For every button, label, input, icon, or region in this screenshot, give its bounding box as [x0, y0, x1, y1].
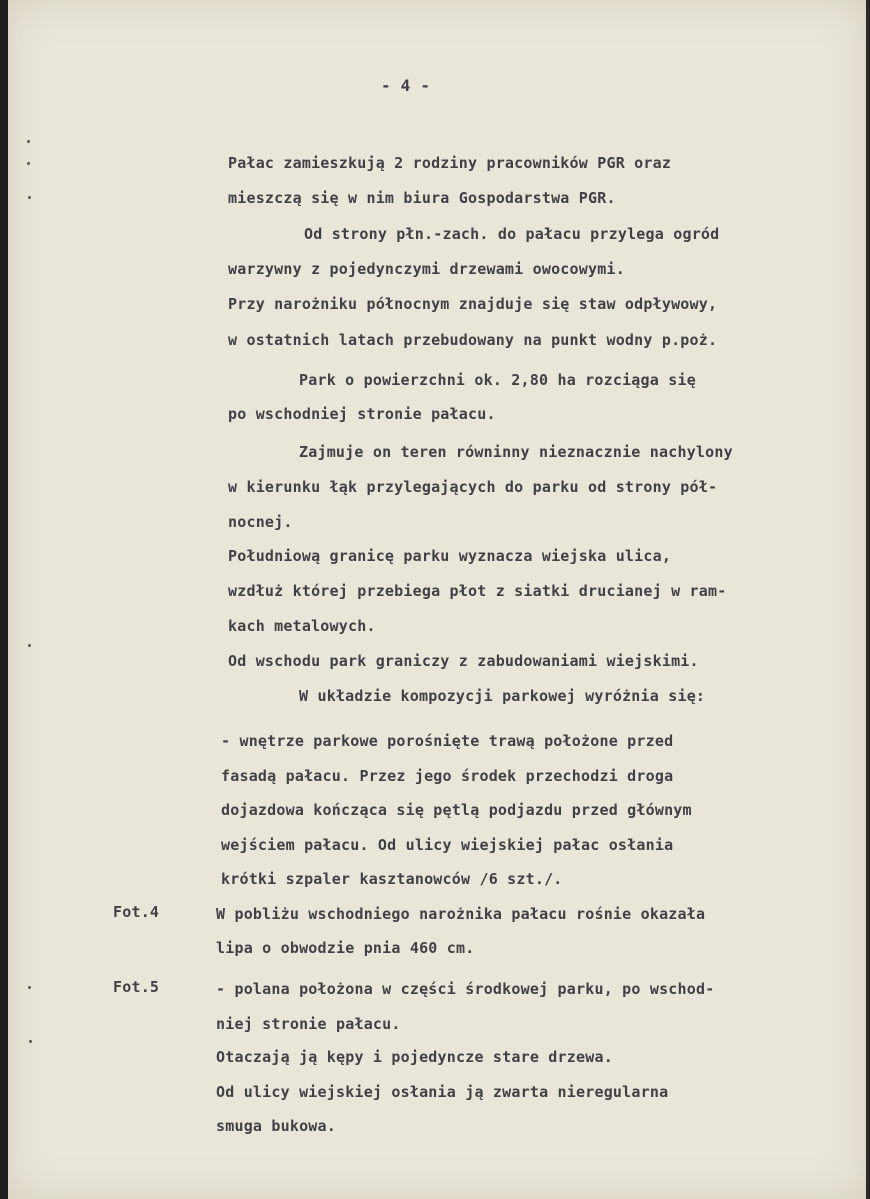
text-line: mieszczą się w nim biura Gospodarstwa PGR. — [228, 189, 616, 207]
text-line: W układzie kompozycji parkowej wyróżnia się: — [299, 687, 706, 705]
ink-speck — [29, 1040, 32, 1043]
ink-speck — [28, 196, 31, 199]
document-page — [8, 0, 866, 1199]
margin-note-fot5: Fot.5 — [113, 978, 160, 996]
text-line: Południową granicę parku wyznacza wiejska ulica, — [228, 547, 672, 565]
text-line: W pobliżu wschodniego narożnika pałacu rośnie okazała — [216, 905, 706, 923]
text-line: dojazdowa kończąca się pętlą podjazdu przed głównym — [221, 801, 692, 819]
text-line: Pałac zamieszkują 2 rodziny pracowników PGR oraz — [228, 154, 672, 172]
text-line: Park o powierzchni ok. 2,80 ha rozciąga się — [299, 371, 696, 389]
ink-speck — [27, 162, 30, 165]
page-number: - 4 - — [381, 76, 431, 95]
text-line: - polana położona w części środkowej parku, po wschod- — [216, 980, 715, 998]
text-line: - wnętrze parkowe porośnięte trawą położone przed — [221, 732, 674, 750]
text-line: nocnej. — [228, 513, 293, 531]
text-line: Od ulicy wiejskiej osłania ją zwarta nieregularna — [216, 1083, 669, 1101]
text-line: wejściem pałacu. Od ulicy wiejskiej pałac osłania — [221, 836, 674, 854]
text-line: krótki szpaler kasztanowców /6 szt./. — [221, 870, 563, 888]
text-line: kach metalowych. — [228, 617, 376, 635]
text-line: Od strony płn.-zach. do pałacu przylega ogród — [304, 225, 720, 243]
text-line: w kierunku łąk przylegających do parku od strony pół- — [228, 478, 718, 496]
text-line: warzywny z pojedynczymi drzewami owocowymi. — [228, 260, 625, 278]
text-line: Od wschodu park graniczy z zabudowaniami wiejskimi. — [228, 652, 699, 670]
margin-note-fot4: Fot.4 — [113, 903, 160, 921]
text-line: Zajmuje on teren równinny nieznacznie nachylony — [299, 443, 733, 461]
text-line: smuga bukowa. — [216, 1117, 336, 1135]
text-line: Przy narożniku północnym znajduje się staw odpływowy, — [228, 295, 718, 313]
text-line: po wschodniej stronie pałacu. — [228, 405, 496, 423]
text-line: fasadą pałacu. Przez jego środek przechodzi droga — [221, 767, 674, 785]
text-line: niej stronie pałacu. — [216, 1015, 401, 1033]
scan-right-border — [866, 0, 870, 1199]
ink-speck — [27, 140, 30, 143]
text-line: Otaczają ją kępy i pojedyncze stare drzewa. — [216, 1048, 613, 1066]
text-line: wzdłuż której przebiega płot z siatki drucianej w ram- — [228, 582, 727, 600]
scan-left-border — [0, 0, 8, 1199]
ink-speck — [28, 986, 31, 989]
ink-speck — [28, 644, 31, 647]
text-line: w ostatnich latach przebudowany na punkt wodny p.poż. — [228, 331, 718, 349]
text-line: lipa o obwodzie pnia 460 cm. — [216, 939, 475, 957]
